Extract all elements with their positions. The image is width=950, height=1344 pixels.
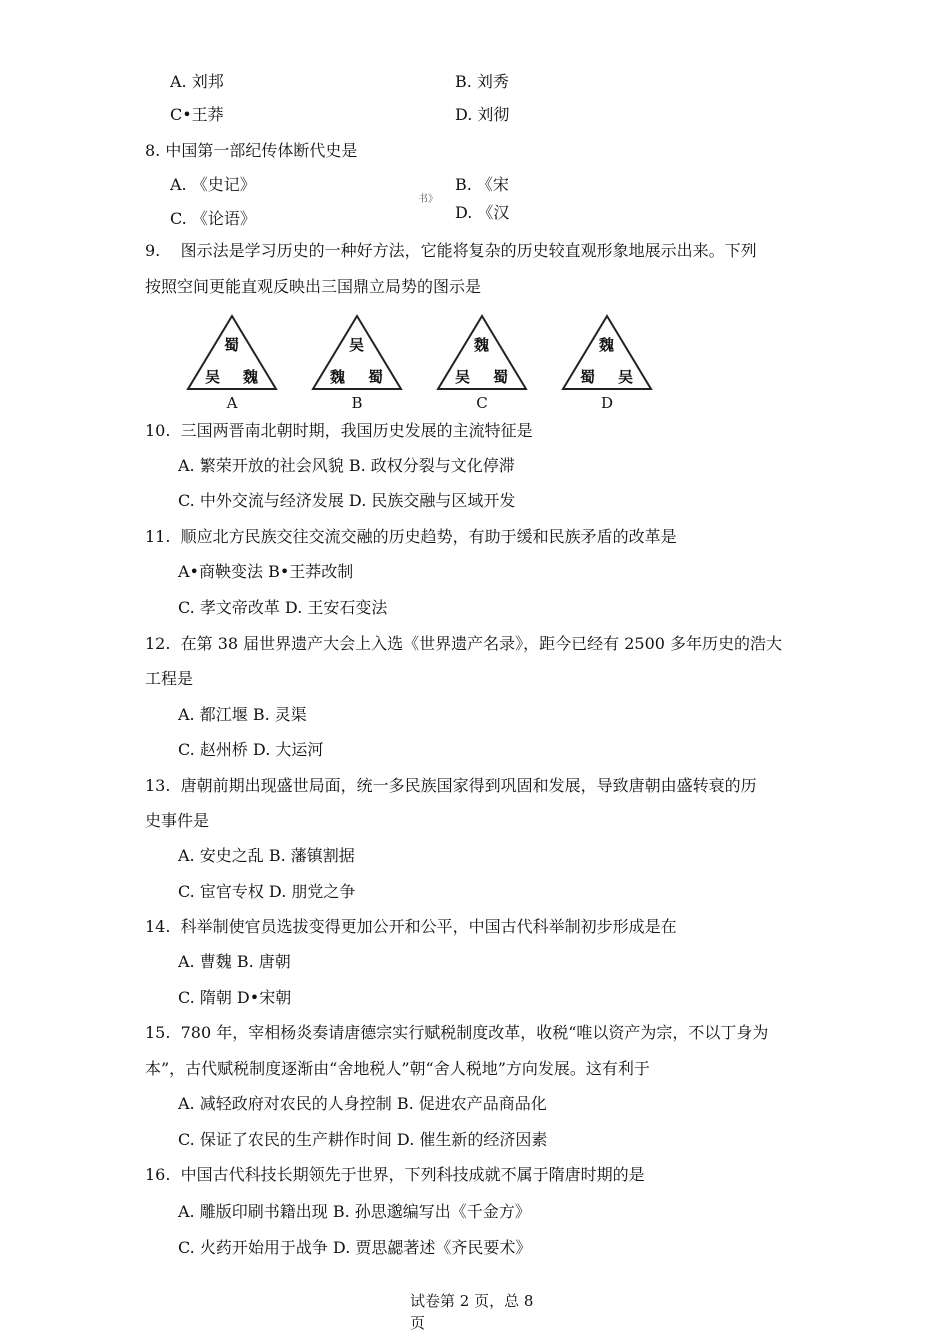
q9-stem-line1: 9. 图示法是学习历史的一种好方法，它能将复杂的历史较直观形象地展示出来。下列 <box>145 241 757 260</box>
q10-options-cd: C. 中外交流与经济发展 D. 民族交融与区域开发 <box>178 491 516 510</box>
diagram-a-label: A <box>226 394 238 412</box>
q7-option-b: B. 刘秀 <box>455 72 509 91</box>
q7-option-d: D. 刘彻 <box>455 105 510 124</box>
q10-stem: 10. 三国两晋南北朝时期，我国历史发展的主流特征是 <box>145 421 533 440</box>
q12-options-ab: A. 都江堰 B. 灵渠 <box>178 705 307 724</box>
q9-stem-line2: 按照空间更能直观反映出三国鼎立局势的图示是 <box>145 277 482 296</box>
q14-options-cd: C. 隋朝 D•宋朝 <box>178 988 292 1007</box>
q12-stem-line1: 12. 在第 38 届世界遗产大会上入选《世界遗产名录》，距今已经有 2500 多年历史的浩大 <box>145 634 783 653</box>
q13-stem-line2: 史事件是 <box>145 811 210 830</box>
diagram-c-label: C <box>476 394 488 412</box>
q8-stem: 8. 中国第一部纪传体断代史是 <box>145 141 358 160</box>
q8-option-b: B. 《宋 <box>455 175 509 194</box>
diagram-b <box>310 312 404 412</box>
q12-options-cd: C. 赵州桥 D. 大运河 <box>178 740 324 759</box>
q8-option-c: C. 《论语》 <box>170 209 256 228</box>
q13-stem-line1: 13. 唐朝前期出现盛世局面，统一多民族国家得到巩固和发展，导致唐朝由盛转衰的历 <box>145 776 757 795</box>
diagram-c <box>435 312 529 412</box>
three-kingdoms-diagrams <box>180 312 660 412</box>
q11-options-cd: C. 孝文帝改革 D. 王安石变法 <box>178 598 388 617</box>
diagram-c-right: 蜀 <box>493 368 509 386</box>
page-footer <box>410 1290 533 1334</box>
diagram-b-top: 吴 <box>349 336 365 354</box>
diagram-a-top: 蜀 <box>224 336 240 354</box>
q15-stem-line1: 15. 780 年，宰相杨炎奏请唐德宗实行赋税制度改革，收税“唯以资产为宗，不以丁身为 <box>145 1023 769 1042</box>
q7-option-a: A. 刘邦 <box>170 72 224 91</box>
q8-smudged-text: 书》 <box>418 194 438 205</box>
diagram-c-top: 魏 <box>474 336 490 354</box>
q15-options-ab: A. 减轻政府对农民的人身控制 B. 促进农产品商品化 <box>178 1094 547 1113</box>
q16-stem: 16. 中国古代科技长期领先于世界，下列科技成就不属于隋唐时期的是 <box>145 1165 645 1184</box>
diagram-d <box>560 312 654 412</box>
q16-options-cd: C. 火药开始用于战争 D. 贾思勰著述《齐民要术》 <box>178 1238 532 1257</box>
diagram-b-left: 魏 <box>330 368 346 386</box>
q12-stem-line2: 工程是 <box>145 669 194 688</box>
q14-stem: 14. 科举制使官员选拔变得更加公开和公平，中国古代科举制初步形成是在 <box>145 917 677 936</box>
q8-option-d: D. 《汉 <box>455 203 510 222</box>
diagram-d-right: 吴 <box>618 368 634 386</box>
q15-stem-line2: 本”，古代赋税制度逐渐由“舍地税人”朝“舍人税地”方向发展。这有利于 <box>145 1059 650 1078</box>
diagram-d-label: D <box>600 394 614 412</box>
q7-option-c: C•王莽 <box>170 105 224 124</box>
diagram-a-right: 魏 <box>243 368 259 386</box>
diagram-a-left: 吴 <box>205 368 221 386</box>
diagram-c-left: 吴 <box>455 368 471 386</box>
diagram-d-left: 蜀 <box>580 368 596 386</box>
q10-options-ab: A. 繁荣开放的社会风貌 B. 政权分裂与文化停滞 <box>178 456 515 475</box>
q11-options-ab: A•商鞅变法 B•王莽改制 <box>178 562 354 581</box>
q16-options-ab: A. 雕版印刷书籍出现 B. 孙思邈编写出《千金方》 <box>178 1202 531 1221</box>
footer-line1: 试卷第 2 页，总 8 <box>410 1292 534 1310</box>
q15-options-cd: C. 保证了农民的生产耕作时间 D. 催生新的经济因素 <box>178 1130 548 1149</box>
q14-options-ab: A. 曹魏 B. 唐朝 <box>178 952 291 971</box>
q13-options-cd: C. 宦官专权 D. 朋党之争 <box>178 882 356 901</box>
diagram-a <box>185 312 279 412</box>
diagram-d-top: 魏 <box>599 336 615 354</box>
q11-stem: 11. 顺应北方民族交往交流交融的历史趋势，有助于缓和民族矛盾的改革是 <box>145 527 677 546</box>
diagram-b-right: 蜀 <box>368 368 384 386</box>
q13-options-ab: A. 安史之乱 B. 藩镇割据 <box>178 846 355 865</box>
diagram-b-label: B <box>351 394 363 412</box>
q8-option-a: A. 《史记》 <box>170 175 256 194</box>
footer-line2: 页 <box>410 1314 426 1332</box>
